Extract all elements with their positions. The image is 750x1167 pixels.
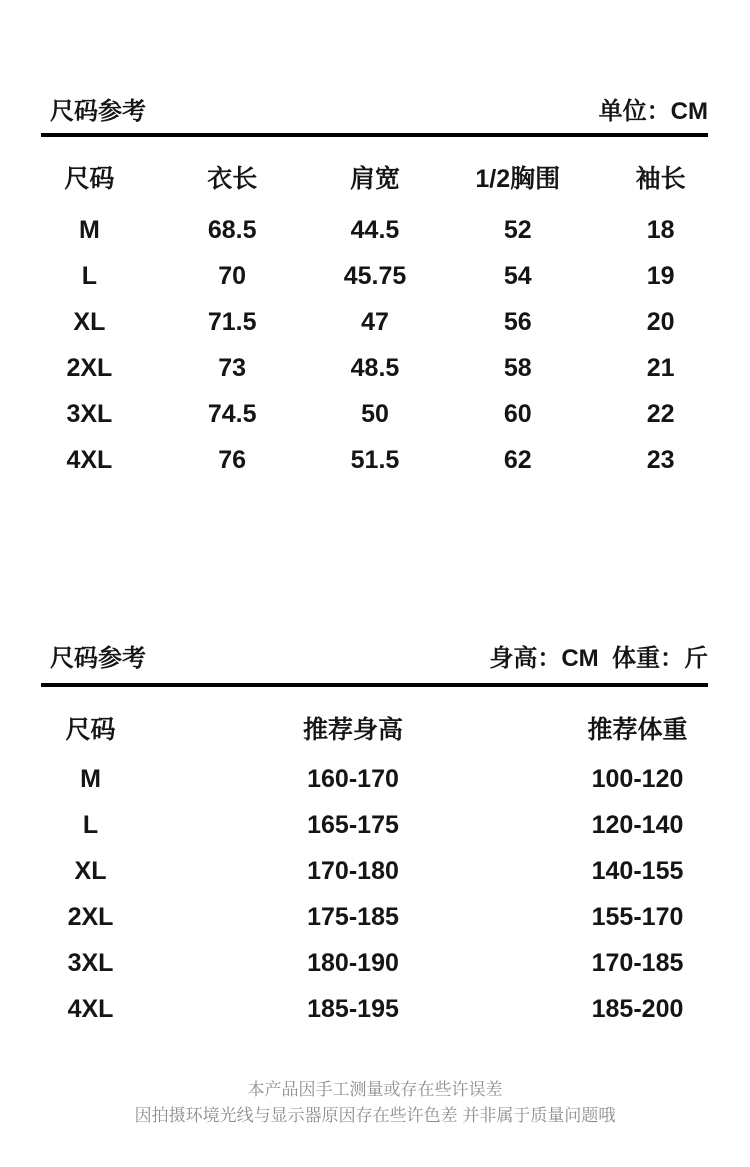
height-range-cell: 175-185 (307, 902, 399, 931)
half-chest-cell: 52 (503, 215, 532, 244)
shoulder-cell: 48.5 (350, 353, 400, 382)
sleeve-cell: 18 (646, 215, 675, 244)
table-fit-title-row (50, 645, 708, 673)
height-range-cell: 185-195 (307, 994, 399, 1023)
header-row (0, 706, 750, 750)
weight-range-cell: 170-185 (591, 948, 684, 977)
column-header: 推荐体重 (587, 716, 688, 744)
size-cell: 4XL (66, 445, 113, 474)
half-chest-cell: 60 (503, 399, 532, 428)
weight-range-cell: 100-120 (591, 764, 684, 793)
half-chest-cell: 56 (503, 307, 532, 336)
height-range-cell: 165-175 (307, 810, 399, 839)
table-row (0, 848, 750, 894)
shoulder-cell: 50 (361, 399, 389, 428)
unit-label: 单位：CM (598, 98, 708, 125)
header-row (0, 155, 750, 199)
length-cell: 68.5 (207, 215, 257, 244)
size-cell: 3XL (66, 399, 113, 428)
size-cell: L (81, 261, 98, 290)
disclaimer-line-2: 因拍摄环境光线与显示器原因存在些许色差 并非属于质量问题哦 (134, 1106, 616, 1125)
sleeve-cell: 19 (646, 261, 675, 290)
divider-rule (41, 683, 708, 687)
length-cell: 70 (218, 261, 247, 290)
column-header: 推荐身高 (302, 716, 403, 744)
size-cell: XL (74, 856, 107, 885)
table-fit-grid (0, 706, 750, 1032)
column-header: 尺码 (64, 165, 115, 193)
column-header: 尺码 (65, 716, 116, 744)
weight-range-cell: 120-140 (591, 810, 684, 839)
unit-label: 身高：CM 体重：斤 (489, 645, 708, 672)
table-row (0, 437, 750, 483)
table-cm-title-row (50, 98, 708, 126)
size-cell: XL (73, 307, 106, 336)
sleeve-cell: 22 (646, 399, 675, 428)
table-row (0, 940, 750, 986)
weight-range-cell: 155-170 (591, 902, 684, 931)
table-title: 尺码参考 (50, 98, 146, 125)
shoulder-cell: 44.5 (350, 215, 400, 244)
size-cell: 4XL (67, 994, 114, 1023)
size-cell: 2XL (66, 353, 113, 382)
table-row (0, 894, 750, 940)
table-row (0, 756, 750, 802)
table-row (0, 986, 750, 1032)
shoulder-cell: 45.75 (343, 261, 407, 290)
disclaimer-line-1: 本产品因手工测量或存在些许误差 (247, 1080, 503, 1099)
height-range-cell: 160-170 (307, 764, 399, 793)
size-cell: 3XL (67, 948, 114, 977)
table-cm-grid (0, 155, 750, 483)
half-chest-cell: 54 (503, 261, 532, 290)
column-header: 袖长 (635, 165, 686, 193)
size-cell: M (78, 215, 100, 244)
column-header: 1/2胸围 (475, 165, 561, 193)
divider-rule (41, 133, 708, 137)
size-cell: L (82, 810, 99, 839)
table-row (0, 345, 750, 391)
half-chest-cell: 62 (503, 445, 532, 474)
length-cell: 71.5 (207, 307, 257, 336)
length-cell: 73 (218, 353, 247, 382)
size-cell: 2XL (67, 902, 114, 931)
table-row (0, 802, 750, 848)
sleeve-cell: 23 (646, 445, 675, 474)
table-row (0, 299, 750, 345)
size-cell: M (80, 764, 101, 793)
height-range-cell: 170-180 (307, 856, 399, 885)
column-header: 衣长 (207, 165, 258, 193)
disclaimer-note (0, 1077, 750, 1129)
shoulder-cell: 51.5 (350, 445, 400, 474)
length-cell: 76 (218, 445, 247, 474)
table-row (0, 207, 750, 253)
table-body (0, 756, 750, 1032)
length-cell: 74.5 (207, 399, 257, 428)
column-header: 肩宽 (349, 165, 400, 193)
shoulder-cell: 47 (361, 307, 389, 336)
table-row (0, 391, 750, 437)
table-row (0, 253, 750, 299)
height-range-cell: 180-190 (307, 948, 399, 977)
table-title: 尺码参考 (50, 645, 146, 672)
table-body (0, 207, 750, 483)
sleeve-cell: 20 (646, 307, 675, 336)
half-chest-cell: 58 (503, 353, 532, 382)
weight-range-cell: 140-155 (591, 856, 684, 885)
sleeve-cell: 21 (646, 353, 675, 382)
weight-range-cell: 185-200 (591, 994, 684, 1023)
